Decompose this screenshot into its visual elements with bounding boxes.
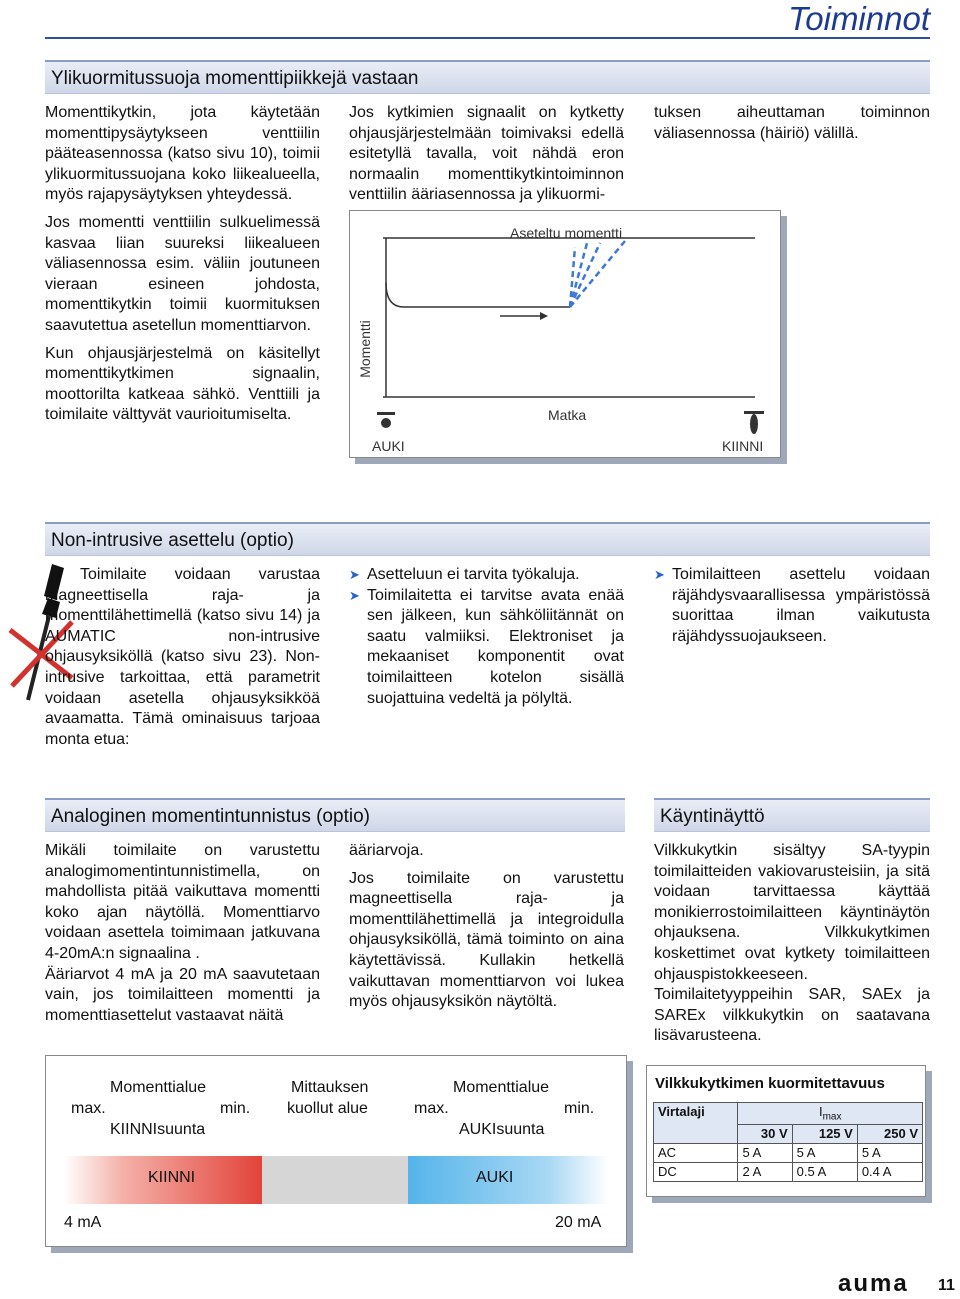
open-label: AUKI: [372, 438, 405, 454]
arrow-bullet-icon: ➤: [349, 587, 360, 603]
page-number: 11: [938, 1277, 955, 1294]
open-range-max: max.: [414, 1100, 449, 1117]
voltage-header: 30 V: [738, 1124, 792, 1143]
voltage-header: 125 V: [792, 1124, 857, 1143]
close-label: KIINNI: [722, 438, 764, 454]
close-bar-label: KIINNI: [148, 1169, 196, 1186]
non-intrusive-column-2: [349, 565, 624, 709]
analog-paragraph-1: Mikäli toimilaite on varustettu analogimomentintunnistimella, on mahdollista pitää vaikuttava momentti koko ajan näytöllä. Momenttiarvo voidaan asettela toimimaan jatkuvana 4-20mA:n signaalina .: [45, 842, 320, 962]
torque-curve: [386, 283, 570, 307]
bullet-text: Asetteluun ei tarvita työkaluja.: [367, 566, 580, 583]
bullet-text: Toimilaitteen asettelu voidaan räjähdysvaarallisessa ympäristössä suorittaa ilman vaikutusta räjähdyssuojaukseen.: [672, 566, 930, 645]
direction-arrowhead: [540, 312, 548, 320]
table-cell: 2 A: [738, 1162, 792, 1181]
analog-paragraph-3: ääriarvoja.: [349, 842, 424, 859]
arrow-bullet-icon: ➤: [349, 567, 360, 582]
analog-signal-box: [45, 1055, 627, 1247]
bullet-item: [654, 565, 930, 647]
table-row: [654, 1143, 923, 1162]
low-signal-label: 4 mA: [64, 1214, 102, 1231]
dead-zone-line-1: Mittauksen: [291, 1079, 369, 1096]
analog-paragraph-4: Jos toimilaite on varustettu magneettisella raja- ja momenttilähettimellä ja integroidulla ohjausyksiköllä, tämä toiminto on aina käytettävissä. Kullakin hetkellä vaikuttavan momenttiarvon voi lukea myös ohjausyksikön näytöltä.: [349, 869, 624, 1011]
kiinni-stop-icon: [744, 411, 764, 414]
analog-column-2: [349, 841, 624, 1020]
auki-stop-icon: [377, 412, 395, 415]
overload-paragraph-3: Kun ohjausjärjestelmä on käsitellyt momenttikytkimen signaalin, moottorilta katkeaa sähkö. Venttiili ja toimilaite välttyvät vaurioitumiselta.: [45, 344, 320, 424]
load-capacity-table: [653, 1102, 923, 1182]
bullet-text: Toimilaitetta ei tarvitse avata enää sen jälkeen, kun sähköliitännät on saatu valmiiksi. Elektroniset ja mekaaniset komponentit ovat toimilaitteen kotelon sisällä suojattuina vedeltä ja pölyltä.: [367, 586, 624, 707]
imax-symbol: I: [818, 1104, 823, 1119]
section-heading-run-indicator: Käyntinäyttö: [654, 798, 930, 832]
header-rule: [45, 37, 930, 39]
dead-zone-bar: [262, 1156, 408, 1204]
load-capacity-box: [646, 1065, 926, 1197]
section-heading-overload: Ylikuormitussuoja momenttipiikkejä vastaan: [45, 60, 930, 94]
close-range-max: max.: [71, 1100, 106, 1117]
analog-paragraph-2: Ääriarvot 4 mA ja 20 mA saavutetaan vain, jos toimilaitteen momentti ja momenttiasettelut vastaavat näitä: [45, 965, 320, 1024]
overload-column-2: Jos kytkimien signaalit on kytketty ohjausjärjestelmään toimivaksi edellä esitetyllä tavalla, voit nähdä eron normaalin momenttikytkintoiminnon venttiilin ääriasennossa ja ylikuormi-: [349, 104, 624, 204]
run-indicator-text: Vilkkukytkin sisältyy SA-tyypin toimilaitteiden vakiovarusteisiin, ja sitä voidaan tarvittaessa käyttää monikierrostoimilaitteen käyntinäytön ohjauksena. Vilkkukytkimen koskettimet ovat kytkety toimilaitteen ohjauspistokkeeseen. Toimilaitetyyppeihin SAR, SAEx ja SAREx vilkkukytkin on saatavana lisävarusteena.: [654, 842, 930, 1045]
auma-logo: [838, 1272, 909, 1296]
torque-diagram: [349, 210, 781, 458]
logo-text: auma: [838, 1270, 909, 1297]
imax-header: [738, 1103, 923, 1125]
torque-axis-label: Momentti: [356, 320, 373, 378]
section-heading-analog-torque: Analoginen momentintunnistus (optio): [45, 798, 625, 832]
overload-paragraph-1: Momenttikytkin, jota käytetään momenttipysäytykseen venttiilin pääteasennossa (katso sivu 10), toimii ylikuormitussuojana koko liikealueella, myös rajapysäytyksen yhteydessä.: [45, 104, 320, 204]
table-wrapper: [653, 1102, 923, 1182]
table-header-row: [654, 1103, 923, 1125]
open-range-title: Momenttialue: [453, 1079, 550, 1096]
overload-column-1: [45, 103, 320, 433]
dead-zone-line-2: kuollut alue: [287, 1100, 368, 1117]
open-range-bar: [408, 1156, 609, 1204]
open-range-min: min.: [564, 1100, 595, 1117]
torque-spikes: [570, 241, 625, 307]
imax-subscript: max: [822, 1111, 842, 1123]
page-title: Toiminnot: [788, 0, 930, 37]
open-direction: AUKIsuunta: [459, 1121, 545, 1138]
close-range-title: Momenttialue: [110, 1079, 207, 1096]
table-cell: 0.5 A: [792, 1162, 857, 1181]
set-torque-label: Aseteltu momentti: [510, 225, 623, 241]
table-cell: AC: [654, 1143, 738, 1162]
non-intrusive-column-3: [654, 565, 930, 647]
table-cell: 5 A: [792, 1143, 857, 1162]
overload-column-3: tuksen aiheuttaman toiminnon väliasennossa (häiriö) välillä.: [654, 104, 930, 142]
table-cell: 0.4 A: [857, 1162, 922, 1181]
close-direction: KIINNIsuunta: [110, 1121, 206, 1138]
arrow-bullet-icon: ➤: [654, 567, 665, 582]
bullet-item: [349, 565, 624, 586]
travel-axis-label: Matka: [548, 407, 587, 423]
voltage-header: 250 V: [857, 1124, 922, 1143]
close-range-min: min.: [220, 1100, 251, 1117]
table-cell: 5 A: [738, 1143, 792, 1162]
non-intrusive-column-1: Toimilaite voidaan varustaa magneettisella raja- ja momenttilähettimellä (katso sivu 14) ja AUMATIC non-intrusive ohjausyksiköllä (katso sivu 23). Non-intrusive tarkoittaa, että parametrit voidaan asetella ohjausyksikköä avaamatta. Tämä ominaisuus tarjoaa monta etua:: [45, 566, 320, 748]
analog-column-1: [45, 841, 320, 1026]
signal-bar: [64, 1156, 609, 1204]
table-cell: 5 A: [857, 1143, 922, 1162]
overload-paragraph-2: Jos momentti venttiilin sulkuelimessä kasvaa liian suureksi liikealueen väliasennossa esim. väliin joutuneen vieraan esineen johdosta, momenttikytkin toimii kuormituksen saavutettua asetellun momenttiarvon.: [45, 213, 320, 334]
table-title: Vilkkukytkimen kuormitettavuus: [655, 1075, 885, 1092]
bullet-item: [349, 586, 624, 710]
section-heading-non-intrusive: Non-intrusive asettelu (optio): [45, 522, 930, 556]
high-signal-label: 20 mA: [555, 1214, 602, 1231]
table-cell: DC: [654, 1162, 738, 1181]
table-row: [654, 1162, 923, 1181]
open-bar-label: AUKI: [476, 1169, 514, 1186]
current-type-header: Virtalaji: [654, 1103, 738, 1144]
close-range-bar: [64, 1156, 262, 1204]
